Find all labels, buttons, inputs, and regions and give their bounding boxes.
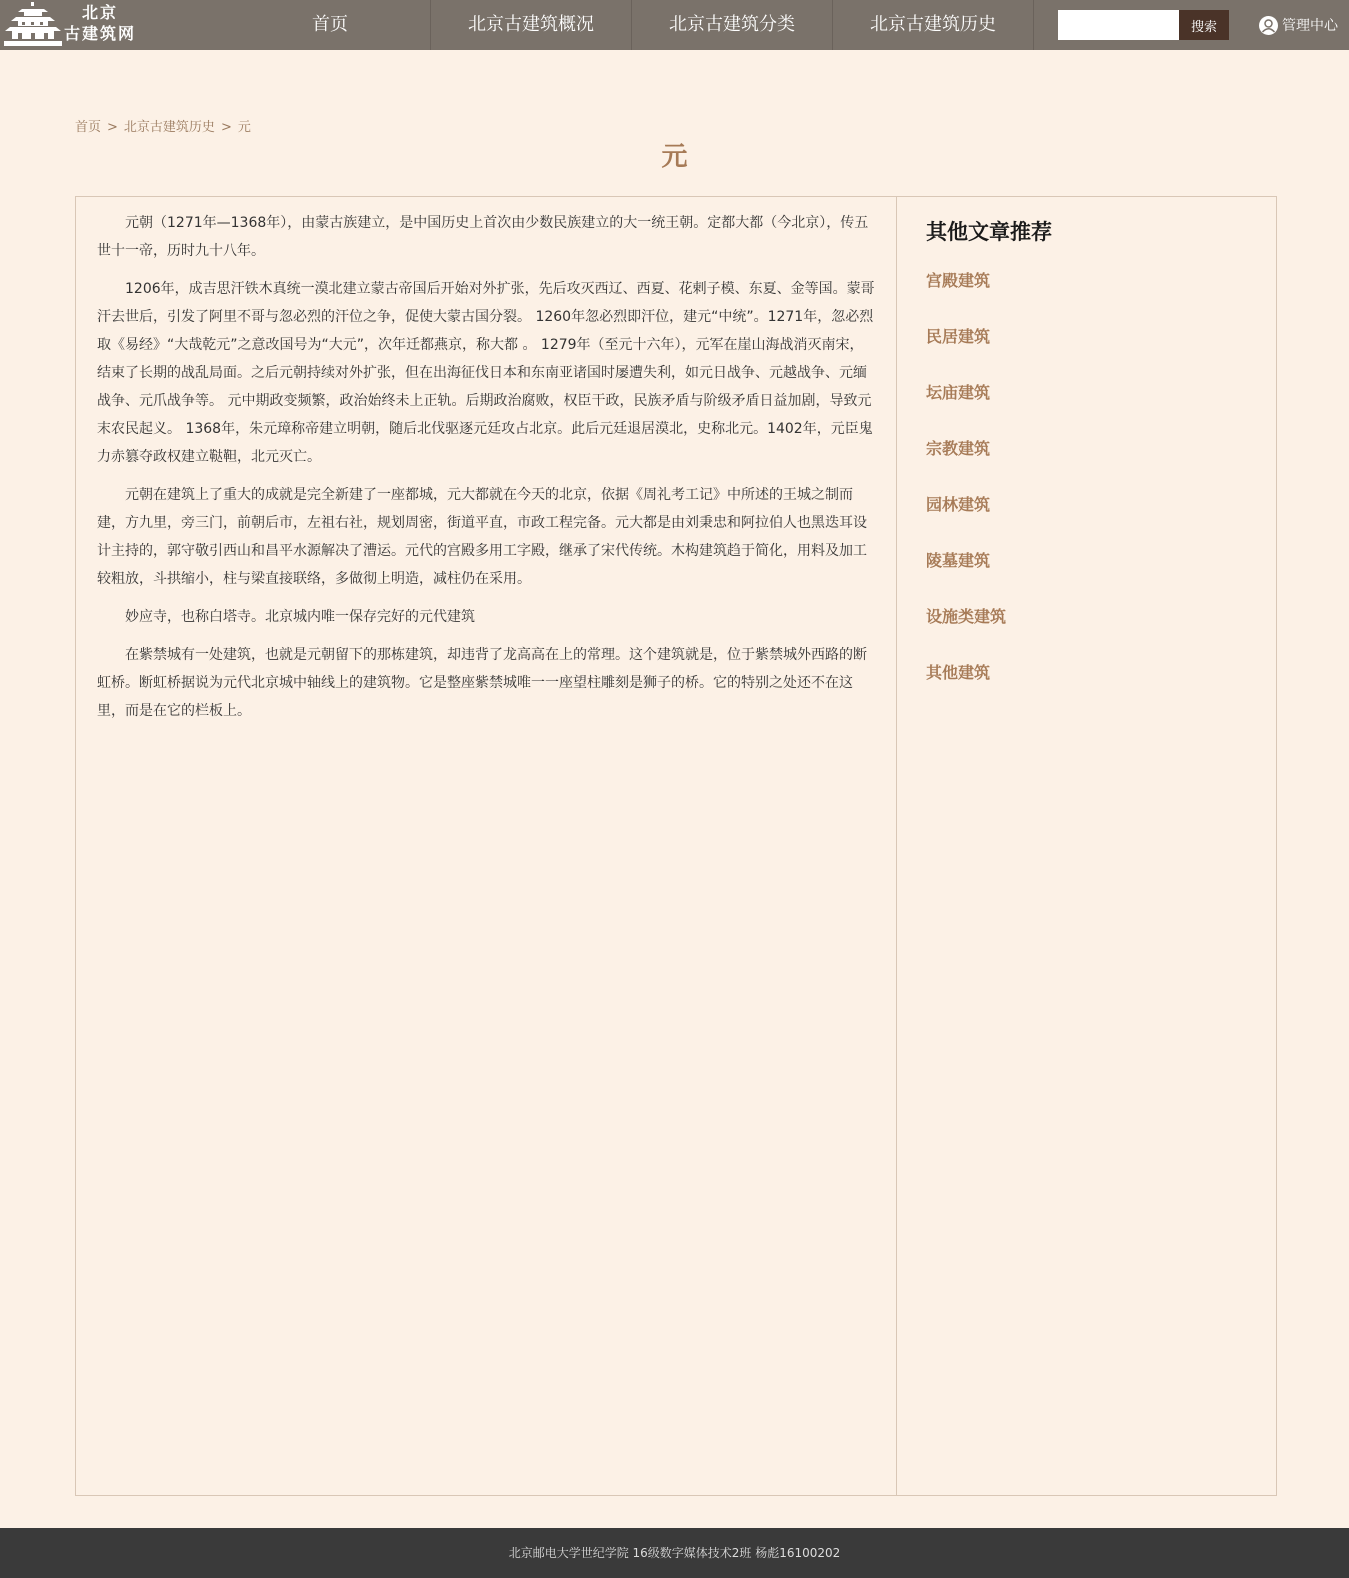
sidebar-link-residence[interactable]: 民居建筑 [926, 327, 991, 346]
sidebar-title: 其他文章推荐 [926, 220, 1052, 244]
sidebar-link-palace[interactable]: 宫殿建筑 [926, 271, 991, 290]
nav-item-categories[interactable]: 北京古建筑分类 [632, 0, 833, 50]
recommended-articles-sidebar [897, 197, 1276, 1495]
breadcrumb-current: 元 [237, 120, 251, 135]
nav-item-home[interactable]: 首页 [230, 0, 431, 50]
article-body [76, 197, 897, 1495]
sidebar-link-religious[interactable]: 宗教建筑 [926, 439, 991, 458]
sidebar-link-mausoleum[interactable]: 陵墓建筑 [926, 551, 991, 570]
logo-text [62, 2, 138, 44]
breadcrumb [75, 116, 251, 135]
search-input[interactable] [1058, 10, 1179, 40]
admin-center-label: 管理中心 [1282, 18, 1338, 34]
top-navigation-bar [0, 0, 1349, 50]
article-paragraph: 在紫禁城有一处建筑，也就是元朝留下的那栋建筑，却违背了龙高高在上的常理。这个建筑就是，位于紫禁城外西路的断虹桥。断虹桥据说为元代北京城中轴线上的建筑物。它是整座紫禁城唯一一座望柱雕刻是狮子的桥。它的特别之处还不在这里，而是在它的栏板上。 [97, 647, 867, 719]
pagoda-logo-icon [4, 1, 62, 47]
footer [0, 1528, 1349, 1578]
logo-line-2: 古建筑网 [63, 24, 136, 43]
breadcrumb-home[interactable]: 首页 [75, 120, 102, 135]
nav-item-history[interactable]: 北京古建筑历史 [833, 0, 1034, 50]
nav-item-overview[interactable]: 北京古建筑概况 [431, 0, 632, 50]
article-paragraph: 妙应寺，也称白塔寺。北京城内唯一保存完好的元代建筑 [125, 609, 475, 625]
page-title: 元 [661, 142, 688, 172]
sidebar-link-temple-altar[interactable]: 坛庙建筑 [926, 383, 991, 402]
breadcrumb-separator: > [107, 120, 118, 135]
content-box [75, 196, 1277, 1496]
footer-text: 北京邮电大学世纪学院 16级数字媒体技术2班 杨彪16100202 [508, 1546, 841, 1560]
user-icon [1259, 16, 1278, 35]
main-nav [230, 0, 1034, 50]
article-paragraph: 元朝在建筑上了重大的成就是完全新建了一座都城，元大都就在今天的北京，依据《周礼考工记》中所述的王城之制而建，方九里，旁三门，前朝后市，左祖右社，规划周密，街道平直，市政工程完备。元大都是由刘秉忠和阿拉伯人也黑迭耳设计主持的，郭守敬引西山和昌平水源解决了漕运。元代的宫殿多用工字殿，继承了宋代传统。木构建筑趋于简化，用料及加工较粗放，斗拱缩小，柱与梁直接联络，多做彻上明造，减柱仍在采用。 [97, 487, 867, 587]
breadcrumb-history[interactable]: 北京古建筑历史 [123, 120, 215, 135]
site-logo[interactable] [4, 0, 134, 50]
article-paragraph: 1206年，成吉思汗铁木真统一漠北建立蒙古帝国后开始对外扩张，先后攻灭西辽、西夏、花剌子模、东夏、金等国。蒙哥汗去世后，引发了阿里不哥与忽必烈的汗位之争，促使大蒙古国分裂。 1260年忽必烈即汗位，建元“中统”。1271年，忽必烈取《易经》“大哉乾元”之意改国号为“大元”，次年迁都燕京，称大都 。 1279年（至元十六年），元军在崖山海战消灭南宋，结束了长期的战乱局面。之后元朝持续对外扩张，但在出海征伐日本和东南亚诸国时屡遭失利，如元日战争、元越战争、元缅战争、元爪战争等。 元中期政变频繁，政治始终未上正轨。后期政治腐败，权臣干政，民族矛盾与阶级矛盾日益加剧，导致元末农民起义。 1368年，朱元璋称帝建立明朝，随后北伐驱逐元廷攻占北京。此后元廷退居漠北，史称北元。1402年，元臣鬼力赤篡夺政权建立鞑靼，北元灭亡。 [97, 281, 875, 465]
search-button[interactable]: 搜索 [1179, 10, 1229, 40]
admin-center-link[interactable] [1259, 0, 1338, 50]
sidebar-link-facility[interactable]: 设施类建筑 [926, 607, 1007, 626]
sidebar-link-garden[interactable]: 园林建筑 [926, 495, 991, 514]
article-paragraph: 元朝（1271年—1368年），由蒙古族建立，是中国历史上首次由少数民族建立的大一统王朝。定都大都（今北京），传五世十一帝，历时九十八年。 [97, 215, 869, 259]
logo-line-1: 北京 [81, 3, 118, 22]
breadcrumb-separator: > [220, 120, 232, 135]
sidebar-link-other[interactable]: 其他建筑 [926, 663, 991, 682]
